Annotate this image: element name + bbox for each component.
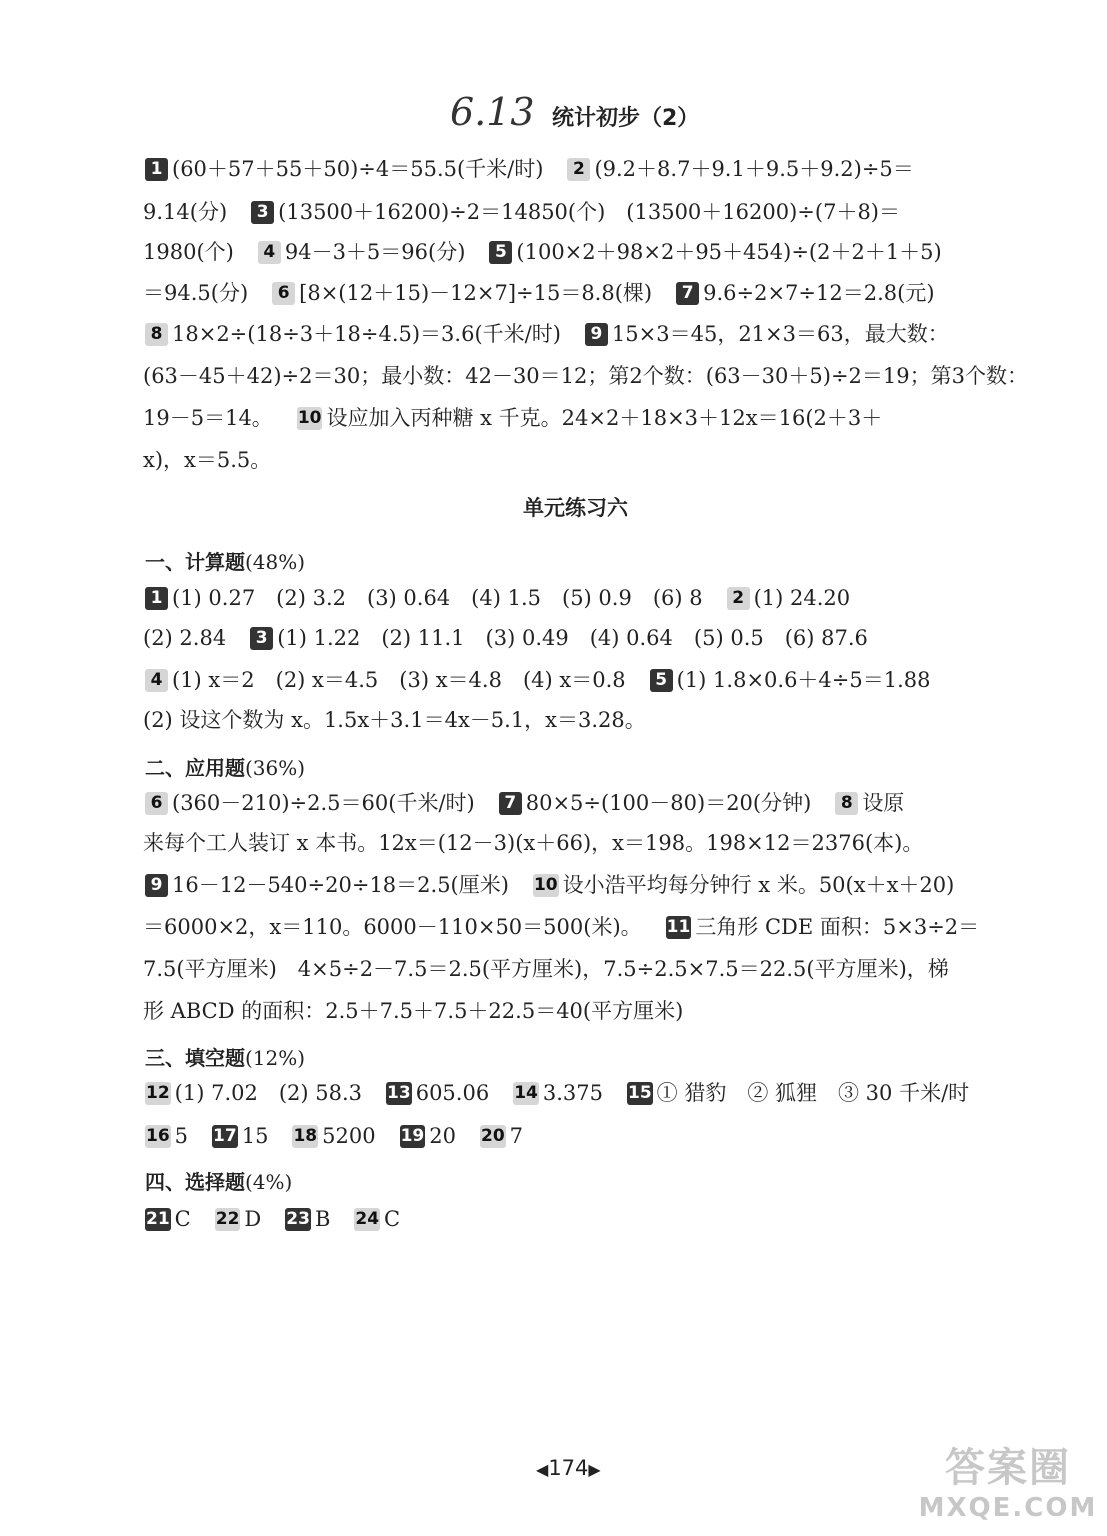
answer-text: 来每个工人装订 x 本书。12x＝(12－3)(x＋66)，x＝198。198×12＝2376(本)。 bbox=[143, 831, 924, 855]
triangle-right-icon: ▶ bbox=[588, 1460, 601, 1479]
answer-text: 18×2÷(18÷3＋18÷4.5)＝3.6(千米/时) bbox=[172, 322, 561, 346]
answer-text: 19－5＝14。 bbox=[143, 406, 273, 430]
answer-line bbox=[143, 1205, 400, 1233]
question-badge: 16 bbox=[146, 1126, 170, 1146]
answer-line bbox=[143, 624, 868, 652]
question-badge: 15 bbox=[627, 1083, 652, 1103]
section-weight: (12%) bbox=[245, 1046, 306, 1070]
watermark-text bbox=[918, 1436, 1098, 1523]
answer-line bbox=[143, 1079, 969, 1107]
question-badge: 21 bbox=[146, 1209, 170, 1229]
section-heading-text: 三、填空题 bbox=[145, 1046, 245, 1070]
answer-text: 16－12－540÷20÷18＝2.5(厘米) bbox=[172, 873, 509, 897]
answer-text: 15×3＝45，21×3＝63，最大数： bbox=[611, 322, 949, 346]
question-badge: 9 bbox=[145, 874, 168, 897]
answer-text: (1) 1.8×0.6＋4÷5＝1.88 bbox=[676, 668, 931, 692]
section-weight: (4%) bbox=[245, 1170, 293, 1194]
answer-text: (2) 2.84 bbox=[143, 626, 227, 650]
answer-line bbox=[143, 362, 1028, 390]
answer-text: 80×5÷(100－80)＝20(分钟) bbox=[525, 791, 812, 815]
answer-text: (1) 7.02 (2) 58.3 bbox=[174, 1081, 363, 1105]
section-weight: (48%) bbox=[245, 550, 306, 574]
section-heading bbox=[145, 1166, 292, 1195]
section-heading-text: 一、计算题 bbox=[145, 550, 245, 574]
answer-text: 3.375 bbox=[542, 1081, 603, 1105]
answer-text: (100×2＋98×2＋95＋454)÷(2＋2＋1＋5) bbox=[516, 240, 942, 264]
answer-text: ① 猎豹 ② 狐狸 ③ 30 千米/时 bbox=[656, 1081, 970, 1105]
section-heading-text: 四、选择题 bbox=[145, 1170, 245, 1194]
answer-text: 5 bbox=[174, 1124, 189, 1148]
question-badge: 2 bbox=[727, 587, 750, 610]
question-badge: 11 bbox=[666, 917, 691, 937]
question-badge: 10 bbox=[533, 875, 558, 895]
answer-line bbox=[143, 155, 914, 183]
section-title: 统计初步（2） bbox=[552, 106, 700, 131]
answer-text: 7 bbox=[509, 1124, 524, 1148]
question-badge: 9 bbox=[585, 323, 608, 346]
answer-text: 5200 bbox=[322, 1124, 376, 1148]
question-badge: 6 bbox=[272, 282, 295, 305]
question-badge: 12 bbox=[146, 1083, 170, 1103]
watermark-logo bbox=[918, 1436, 1098, 1526]
question-badge: 19 bbox=[400, 1126, 425, 1146]
answer-text: (63－45＋42)÷2＝30；最小数：42－30＝12；第2个数：(63－30＋5)÷2＝19；第3个数： bbox=[143, 364, 1028, 388]
answer-text: ＝94.5(分) bbox=[143, 281, 249, 305]
answer-text: C bbox=[384, 1207, 401, 1231]
answer-line bbox=[143, 446, 271, 474]
question-badge: 10 bbox=[297, 408, 322, 428]
answer-line bbox=[143, 955, 949, 983]
answer-text: 1980(个) bbox=[143, 240, 234, 264]
answer-text: 形 ABCD 的面积：2.5＋7.5＋7.5＋22.5＝40(平方厘米) bbox=[143, 999, 684, 1023]
triangle-left-icon: ◀ bbox=[536, 1460, 549, 1479]
watermark-line: MXQE.COM bbox=[918, 1493, 1098, 1523]
question-badge: 1 bbox=[145, 158, 168, 181]
answer-line bbox=[143, 584, 850, 612]
question-badge: 5 bbox=[489, 241, 512, 264]
answer-text: (360－210)÷2.5＝60(千米/时) bbox=[172, 791, 475, 815]
question-badge: 2 bbox=[567, 158, 590, 181]
unit-title: 单元练习六 bbox=[523, 496, 628, 520]
answer-text: (1) 1.22 (2) 11.1 (3) 0.49 (4) 0.64 (5) 0.5 (6) 87.6 bbox=[277, 626, 868, 650]
question-badge: 13 bbox=[387, 1083, 411, 1103]
section-heading-text: 二、应用题 bbox=[145, 756, 245, 780]
page-number-text: 174 bbox=[548, 1456, 589, 1480]
answer-text: (60＋57＋55＋50)÷4＝55.5(千米/时) bbox=[172, 157, 544, 181]
answer-text: (1) 24.20 bbox=[753, 586, 851, 610]
answer-text: (2) 设这个数为 x。1.5x＋3.1＝4x－5.1，x＝3.28。 bbox=[143, 708, 646, 732]
question-badge: 7 bbox=[676, 282, 699, 305]
question-badge: 8 bbox=[835, 792, 858, 815]
watermark-line: 答案圈 bbox=[945, 1445, 1071, 1491]
section-heading bbox=[145, 1042, 305, 1071]
answer-text: 设原 bbox=[862, 791, 905, 815]
section-number: 6.13 bbox=[450, 90, 535, 134]
answer-line bbox=[143, 789, 904, 817]
answer-text: B bbox=[314, 1207, 331, 1231]
answer-line bbox=[143, 404, 882, 432]
answer-text: x)，x＝5.5。 bbox=[143, 448, 272, 472]
answer-line bbox=[143, 666, 931, 694]
answer-line bbox=[143, 706, 646, 734]
question-badge: 3 bbox=[251, 201, 274, 224]
section-heading bbox=[145, 752, 305, 781]
answer-text: 7.5(平方厘米) 4×5÷2－7.5＝2.5(平方厘米)，7.5÷2.5×7.5＝22.5(平方厘米)，梯 bbox=[143, 957, 949, 981]
answer-line bbox=[143, 829, 923, 857]
page-number bbox=[536, 1456, 601, 1480]
section-weight: (36%) bbox=[245, 756, 306, 780]
question-badge: 20 bbox=[480, 1126, 505, 1146]
answer-line bbox=[143, 913, 979, 941]
answer-line bbox=[143, 320, 949, 348]
question-badge: 23 bbox=[286, 1209, 310, 1229]
answer-text: (13500＋16200)÷2＝14850(个) (13500＋16200)÷(7＋8)＝ bbox=[278, 200, 900, 224]
answer-text: ＝6000×2，x＝110。6000－110×50＝500(米)。 bbox=[143, 915, 642, 939]
answer-text: D bbox=[244, 1207, 262, 1231]
question-badge: 18 bbox=[293, 1126, 318, 1146]
answer-text: 9.14(分) bbox=[143, 200, 228, 224]
answer-line bbox=[143, 198, 900, 226]
answer-line bbox=[143, 279, 935, 307]
answer-text: 605.06 bbox=[415, 1081, 490, 1105]
question-badge: 14 bbox=[514, 1083, 538, 1103]
answer-text: 9.6÷2×7÷12＝2.8(元) bbox=[703, 281, 935, 305]
question-badge: 4 bbox=[145, 669, 168, 692]
answer-text: 20 bbox=[429, 1124, 456, 1148]
answer-line bbox=[143, 1122, 523, 1150]
answer-text: 设小浩平均每分钟行 x 米。50(x＋x＋20) bbox=[562, 873, 955, 897]
answer-line bbox=[143, 871, 954, 899]
section-heading bbox=[145, 546, 305, 575]
question-badge: 6 bbox=[145, 792, 168, 815]
answer-text: [8×(12＋15)－12×7]÷15＝8.8(棵) bbox=[299, 281, 653, 305]
answer-text: (9.2＋8.7＋9.1＋9.5＋9.2)÷5＝ bbox=[594, 157, 914, 181]
question-badge: 5 bbox=[650, 669, 673, 692]
answer-text: (1) 0.27 (2) 3.2 (3) 0.64 (4) 1.5 (5) 0.9 (6) 8 bbox=[172, 586, 703, 610]
question-badge: 4 bbox=[258, 241, 281, 264]
question-badge: 3 bbox=[250, 627, 273, 650]
answer-line bbox=[143, 238, 942, 266]
answer-text: 15 bbox=[241, 1124, 269, 1148]
answer-text: C bbox=[174, 1207, 191, 1231]
question-badge: 8 bbox=[145, 323, 168, 346]
answer-text: (1) x＝2 (2) x＝4.5 (3) x＝4.8 (4) x＝0.8 bbox=[172, 668, 626, 692]
answer-line bbox=[143, 997, 683, 1025]
question-badge: 24 bbox=[355, 1209, 380, 1229]
question-badge: 1 bbox=[145, 587, 168, 610]
answer-text: 三角形 CDE 面积：5×3÷2＝ bbox=[695, 915, 980, 939]
question-badge: 7 bbox=[499, 792, 522, 815]
question-badge: 22 bbox=[215, 1209, 240, 1229]
answer-text: 设应加入丙种糖 x 千克。24×2＋18×3＋12x＝16(2＋3＋ bbox=[326, 406, 883, 430]
answer-text: 94－3＋5＝96(分) bbox=[284, 240, 466, 264]
question-badge: 17 bbox=[213, 1126, 237, 1146]
